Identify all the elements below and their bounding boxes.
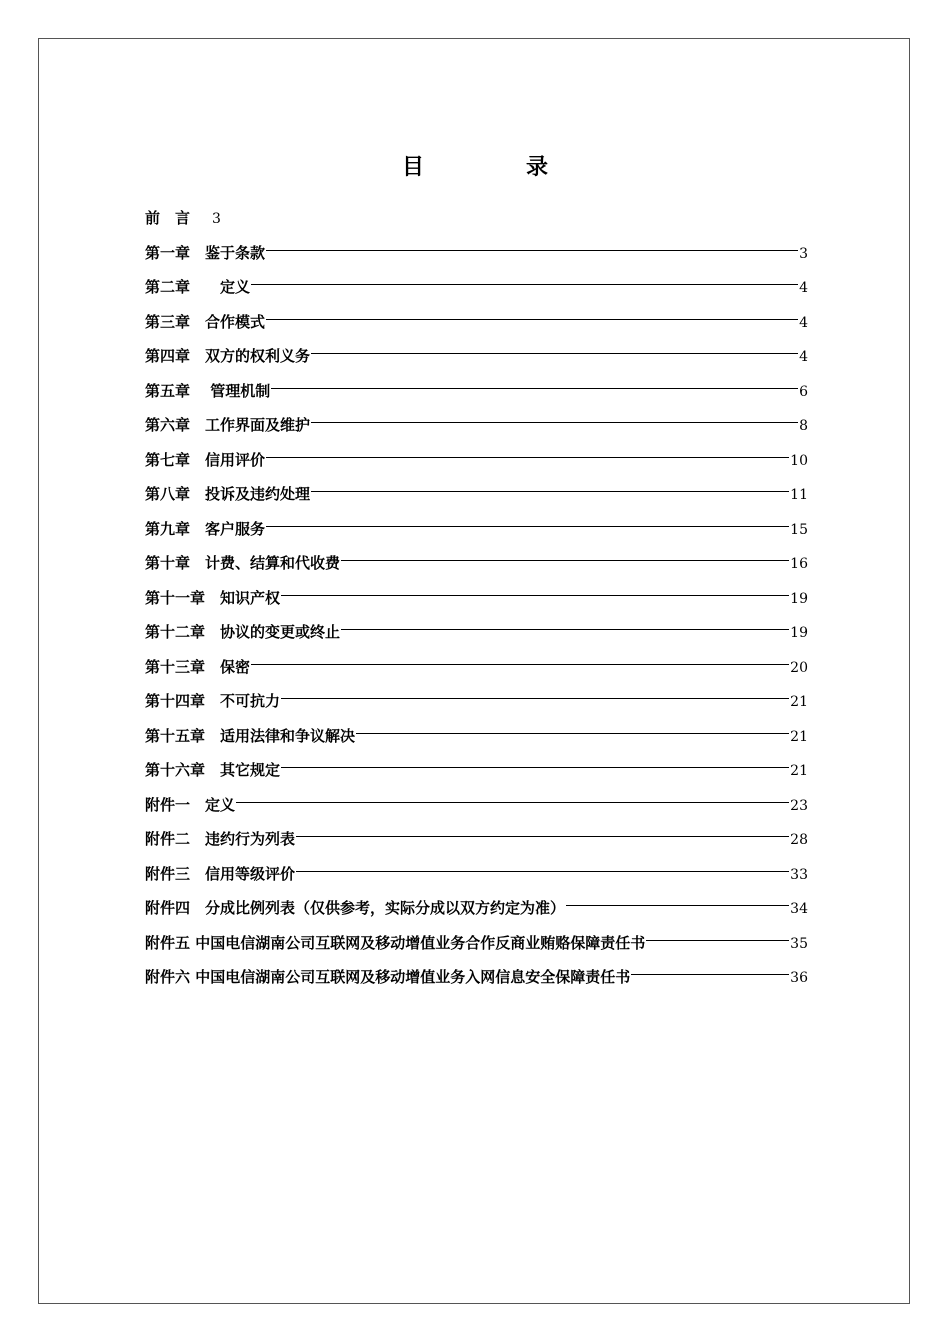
toc-leader-line bbox=[266, 250, 798, 251]
toc-title: 目 录 bbox=[401, 154, 588, 180]
toc-entry-label: 第四章 双方的权利义务 bbox=[145, 347, 311, 365]
toc-entry-page: 15 bbox=[790, 521, 808, 538]
toc-entry-page: 16 bbox=[790, 556, 808, 572]
toc-leader-line bbox=[311, 353, 798, 354]
toc-entry[interactable] bbox=[145, 305, 808, 340]
toc-entry[interactable] bbox=[145, 236, 808, 271]
toc-entry[interactable] bbox=[145, 443, 808, 478]
toc-entry-label: 第二章 定义 bbox=[145, 278, 251, 296]
toc-leader-line bbox=[281, 767, 789, 768]
toc-leader-line bbox=[251, 284, 798, 285]
toc-entry-label: 附件四 分成比例列表（仅供参考，实际分成以双方约定为准） bbox=[145, 899, 566, 917]
toc-entry-page: 19 bbox=[790, 590, 808, 607]
toc-entry[interactable] bbox=[145, 546, 808, 581]
toc-entry-page: 3 bbox=[799, 245, 808, 262]
toc-leader-line bbox=[266, 319, 798, 320]
toc-entry[interactable] bbox=[145, 857, 808, 892]
toc-entry[interactable] bbox=[145, 408, 808, 443]
toc-entry[interactable] bbox=[145, 650, 808, 685]
toc-leader-line bbox=[296, 836, 789, 837]
toc-leader-line bbox=[271, 388, 798, 389]
toc-entry-label: 第十一章 知识产权 bbox=[145, 588, 281, 607]
toc-leader-line bbox=[236, 802, 789, 803]
toc-entry-preface[interactable] bbox=[145, 201, 808, 236]
toc-entry-label: 附件二 违约行为列表 bbox=[145, 830, 296, 848]
toc-entry[interactable] bbox=[145, 477, 808, 512]
toc-entry-page: 21 bbox=[790, 763, 808, 779]
toc-entry-label: 第一章 鉴于条款 bbox=[145, 243, 266, 262]
toc-leader-line bbox=[266, 526, 789, 527]
toc-leader-line bbox=[266, 457, 789, 458]
toc-entry-page: 23 bbox=[790, 797, 808, 814]
toc-leader-line bbox=[631, 974, 789, 975]
toc-leader-line bbox=[566, 905, 789, 906]
toc-entry-label: 第十六章 其它规定 bbox=[145, 761, 281, 779]
toc-leader-line bbox=[281, 698, 789, 699]
toc-entry-page: 20 bbox=[790, 659, 808, 676]
toc-entry-page: 33 bbox=[790, 866, 808, 883]
toc-entry-page: 35 bbox=[790, 935, 808, 952]
toc-leader-line bbox=[341, 629, 789, 630]
toc-entry[interactable] bbox=[145, 891, 808, 926]
toc-leader-line bbox=[646, 940, 789, 941]
toc-entry[interactable] bbox=[145, 822, 808, 857]
toc-entry-page: 21 bbox=[790, 728, 808, 745]
toc-entry-page: 10 bbox=[790, 452, 808, 469]
toc-entry[interactable] bbox=[145, 960, 808, 995]
toc-entry-page: 36 bbox=[790, 970, 808, 986]
toc-entry-label: 第十章 计费、结算和代收费 bbox=[145, 554, 341, 572]
toc-entry-page: 34 bbox=[790, 901, 808, 917]
toc-entry-page: 8 bbox=[799, 418, 808, 434]
toc-entry-page: 21 bbox=[790, 694, 808, 710]
toc-leader-line bbox=[251, 664, 789, 665]
toc-entry[interactable] bbox=[145, 719, 808, 754]
toc-entry[interactable] bbox=[145, 270, 808, 305]
toc-entry-label: 第十四章 不可抗力 bbox=[145, 692, 281, 710]
toc-entry-label: 第九章 客户服务 bbox=[145, 519, 266, 538]
toc-entry-label: 第十五章 适用法律和争议解决 bbox=[145, 726, 356, 745]
toc-entry[interactable] bbox=[145, 512, 808, 547]
toc-entry-page: 4 bbox=[799, 349, 808, 365]
toc-entry[interactable] bbox=[145, 581, 808, 616]
toc-entry[interactable] bbox=[145, 753, 808, 788]
toc-entry[interactable] bbox=[145, 615, 808, 650]
toc-leader-line bbox=[341, 560, 789, 561]
toc-entry-label: 附件三 信用等级评价 bbox=[145, 864, 296, 883]
toc-entry[interactable] bbox=[145, 788, 808, 823]
toc-entry-label: 第六章 工作界面及维护 bbox=[145, 416, 311, 434]
toc-entry-page: 3 bbox=[212, 211, 221, 227]
toc-entry-label: 第七章 信用评价 bbox=[145, 450, 266, 469]
toc-entry-label: 第十二章 协议的变更或终止 bbox=[145, 623, 341, 641]
toc-entry[interactable] bbox=[145, 684, 808, 719]
toc-entry-page: 4 bbox=[799, 280, 808, 296]
toc-entry[interactable] bbox=[145, 926, 808, 961]
toc-entry-page: 6 bbox=[799, 383, 808, 400]
table-of-contents bbox=[145, 201, 808, 995]
toc-entry-label: 第八章 投诉及违约处理 bbox=[145, 485, 311, 503]
toc-entry-label: 附件五 中国电信湖南公司互联网及移动增值业务合作反商业贿赂保障责任书 bbox=[145, 933, 646, 952]
toc-entry-label: 第十三章 保密 bbox=[145, 657, 251, 676]
toc-entry[interactable] bbox=[145, 339, 808, 374]
toc-leader-line bbox=[281, 595, 789, 596]
toc-entry-label: 第五章 管理机制 bbox=[145, 381, 271, 400]
toc-entry-label: 附件一 定义 bbox=[145, 795, 236, 814]
toc-entry-page: 11 bbox=[790, 487, 808, 503]
toc-leader-line bbox=[311, 422, 798, 423]
toc-leader-line bbox=[296, 871, 789, 872]
toc-entry-page: 19 bbox=[790, 625, 808, 641]
toc-entry-page: 28 bbox=[790, 832, 808, 848]
toc-entry-label: 前 言 bbox=[145, 209, 191, 227]
toc-entry-page: 4 bbox=[799, 314, 808, 331]
toc-leader-line bbox=[356, 733, 789, 734]
toc-entry-label: 附件六 中国电信湖南公司互联网及移动增值业务入网信息安全保障责任书 bbox=[145, 968, 631, 986]
toc-entries bbox=[145, 236, 808, 995]
toc-entry-label: 第三章 合作模式 bbox=[145, 312, 266, 331]
toc-entry[interactable] bbox=[145, 374, 808, 409]
toc-leader-line bbox=[311, 491, 789, 492]
